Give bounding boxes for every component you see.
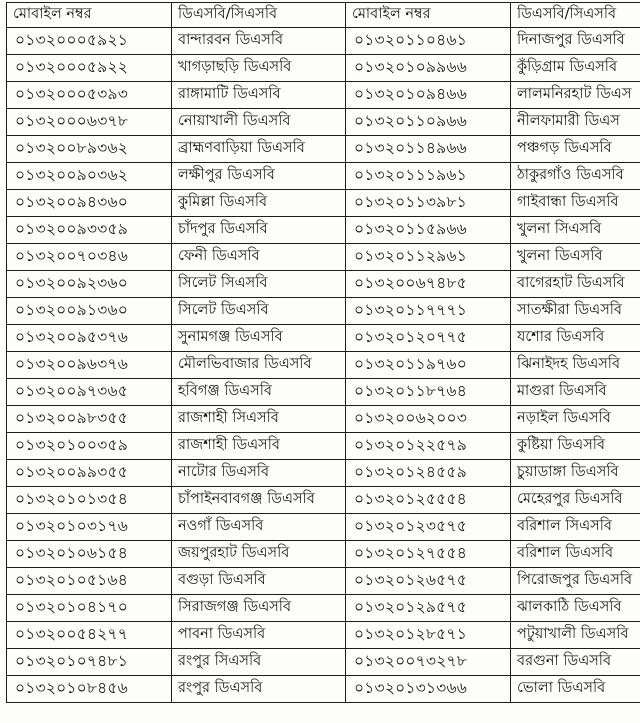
mobile-number-right-cell: ০১৩২০০৬২০০৩	[346, 406, 511, 433]
mobile-number-left-cell: ০১৩২০০৯৮৩৫৫	[7, 406, 172, 433]
mobile-number-left-cell: ০১৩২০১০০৩৫৯	[7, 433, 172, 460]
office-left-cell: সুনামগঞ্জ ডিএসবি	[172, 325, 346, 352]
mobile-number-right-cell: ০১৩২০১১৫৯৬৬	[346, 217, 511, 244]
table-row	[7, 676, 640, 703]
mobile-number-right-cell: ০১৩২০১১৩৯৮১	[346, 190, 511, 217]
office-left-cell: রাঙ্গামাটি ডিএসবি	[172, 82, 346, 109]
office-left-cell: লক্ষীপুর ডিএসবি	[172, 163, 346, 190]
office-left-cell: রাজশাহী ডিএসবি	[172, 433, 346, 460]
office-left-cell: চাঁদপুর ডিএসবি	[172, 217, 346, 244]
mobile-number-right-cell: ০১৩২০১১৭৭৭১	[346, 298, 511, 325]
table-row	[7, 595, 640, 622]
mobile-number-right-cell: ০১৩২০০৬৭৪৮৫	[346, 271, 511, 298]
office-left-cell: নওগাঁ ডিএসবি	[172, 514, 346, 541]
office-right-cell: ঠাকুরগাঁও ডিএসবি	[511, 163, 640, 190]
office-right-cell: নড়াইল ডিএসবি	[511, 406, 640, 433]
mobile-number-left-cell: ০১৩২০০৯৫৩৭৬	[7, 325, 172, 352]
mobile-number-left-cell: ০১৩২০০৫৪২৭৭	[7, 622, 172, 649]
office-right-cell: পঞ্চগড় ডিএসবি	[511, 136, 640, 163]
office-right-cell: বরগুনা ডিএসবি	[511, 649, 640, 676]
office-left-cell: জয়পুরহাট ডিএসবি	[172, 541, 346, 568]
office-left-cell: রাজশাহী সিএসবি	[172, 406, 346, 433]
table-row	[7, 28, 640, 55]
table-header	[7, 3, 640, 28]
contact-directory-table	[6, 2, 640, 703]
header-office-right: ডিএসবি/সিএসবি	[511, 3, 640, 28]
mobile-number-left-cell: ০১৩২০১০৫১৬৪	[7, 568, 172, 595]
office-right-cell: নীলফামারী ডিএস	[511, 109, 640, 136]
mobile-number-right-cell: ০১৩২০১১৪৯৬৬	[346, 136, 511, 163]
mobile-number-left-cell: ০১৩২০১০১৩৫৪	[7, 487, 172, 514]
table-row	[7, 82, 640, 109]
office-right-cell: পিরোজপুর ডিএসবি	[511, 568, 640, 595]
mobile-number-left-cell: ০১৩২০১০৭৪৮১	[7, 649, 172, 676]
table-row	[7, 460, 640, 487]
table-row	[7, 514, 640, 541]
office-left-cell: ফেনী ডিএসবি	[172, 244, 346, 271]
table-row	[7, 379, 640, 406]
header-office-left: ডিএসবি/সিএসবি	[172, 3, 346, 28]
mobile-number-left-cell: ০১৩২০১০৪১৭০	[7, 595, 172, 622]
office-right-cell: ঝালকাঠি ডিএসবি	[511, 595, 640, 622]
mobile-number-right-cell: ০১৩২০০৭৩২৭৮	[346, 649, 511, 676]
mobile-number-left-cell: ০১৩২০০০৬৩৭৮	[7, 109, 172, 136]
table-row	[7, 109, 640, 136]
office-right-cell: গাইবান্ধা ডিএসবি	[511, 190, 640, 217]
mobile-number-left-cell: ০১৩২০০৯৪৩৬০	[7, 190, 172, 217]
office-right-cell: মেহেরপুর ডিএসবি	[511, 487, 640, 514]
mobile-number-left-cell: ০১৩২০০৯০৩৬২	[7, 163, 172, 190]
header-mobile-number-left: মোবাইল নম্বর	[7, 3, 172, 28]
office-right-cell: ঝিনাইদহ ডিএসবি	[511, 352, 640, 379]
table-row	[7, 271, 640, 298]
mobile-number-right-cell: ০১৩২০১২৩৫৭৫	[346, 514, 511, 541]
office-right-cell: বরিশাল ডিএসবি	[511, 541, 640, 568]
office-right-cell: পটুয়াখালী ডিএসবি	[511, 622, 640, 649]
office-left-cell: ব্রাহ্মণবাড়িয়া ডিএসবি	[172, 136, 346, 163]
table-row	[7, 352, 640, 379]
mobile-number-right-cell: ০১৩২০১২৮৫৭১	[346, 622, 511, 649]
mobile-number-left-cell: ০১৩২০০৯৯৩৫৫	[7, 460, 172, 487]
mobile-number-right-cell: ০১৩২০১১০৪৬১	[346, 28, 511, 55]
mobile-number-right-cell: ০১৩২০১২০৭৭৫	[346, 325, 511, 352]
table-row	[7, 217, 640, 244]
office-left-cell: হবিগঞ্জ ডিএসবি	[172, 379, 346, 406]
mobile-number-left-cell: ০১৩২০০৯৬৩৭৬	[7, 352, 172, 379]
header-mobile-number-right: মোবাইল নম্বর	[346, 3, 511, 28]
mobile-number-right-cell: ০১৩২০১২৯৫৭৫	[346, 595, 511, 622]
office-left-cell: সিলেট ডিএসবি	[172, 298, 346, 325]
office-left-cell: খাগড়াছড়ি ডিএসবি	[172, 55, 346, 82]
mobile-number-left-cell: ০১৩২০০৯৭৩৬৫	[7, 379, 172, 406]
mobile-number-right-cell: ০১৩২০১১২৯৬১	[346, 244, 511, 271]
table-row	[7, 136, 640, 163]
office-right-cell: কুঁড়িগ্রাম ডিএসবি	[511, 55, 640, 82]
office-left-cell: রংপুর সিএসবি	[172, 649, 346, 676]
office-right-cell: খুলনা সিএসবি	[511, 217, 640, 244]
mobile-number-right-cell: ০১৩২০১২২৫৭৯	[346, 433, 511, 460]
office-left-cell: সিরাজগঞ্জ ডিএসবি	[172, 595, 346, 622]
office-right-cell: মাগুরা ডিএসবি	[511, 379, 640, 406]
office-left-cell: চাঁপাইনবাবগঞ্জ ডিএসবি	[172, 487, 346, 514]
mobile-number-left-cell: ০১৩২০০৮৯৩৬২	[7, 136, 172, 163]
mobile-number-right-cell: ০১৩২০১১৯৭৬০	[346, 352, 511, 379]
mobile-number-right-cell: ০১৩২০১২৬৫৭৫	[346, 568, 511, 595]
mobile-number-right-cell: ০১৩২০১২৫৫৫৪	[346, 487, 511, 514]
table-row	[7, 244, 640, 271]
mobile-number-left-cell: ০১৩২০১০৬১৫৪	[7, 541, 172, 568]
mobile-number-right-cell: ০১৩২০১০৯৯৬৬	[346, 55, 511, 82]
mobile-number-left-cell: ০১৩২০০৯৩৩৫৯	[7, 217, 172, 244]
table-row	[7, 433, 640, 460]
table-row	[7, 622, 640, 649]
office-right-cell: খুলনা ডিএসবি	[511, 244, 640, 271]
office-right-cell: দিনাজপুর ডিএসবি	[511, 28, 640, 55]
table-row	[7, 541, 640, 568]
mobile-number-right-cell: ০১৩২০১২৭৫৫৪	[346, 541, 511, 568]
office-left-cell: নোয়াখালী ডিএসবি	[172, 109, 346, 136]
office-right-cell: লালমনিরহাট ডিএস	[511, 82, 640, 109]
header-row	[7, 3, 640, 28]
mobile-number-left-cell: ০১৩২০০০৫৯২১	[7, 28, 172, 55]
office-left-cell: বগুড়া ডিএসবি	[172, 568, 346, 595]
mobile-number-right-cell: ০১৩২০১২৪৫৫৯	[346, 460, 511, 487]
mobile-number-left-cell: ০১৩২০০৭০৩৪৬	[7, 244, 172, 271]
office-left-cell: নাটোর ডিএসবি	[172, 460, 346, 487]
office-right-cell: সাতক্ষীরা ডিএসবি	[511, 298, 640, 325]
office-left-cell: পাবনা ডিএসবি	[172, 622, 346, 649]
office-left-cell: মৌলভিবাজার ডিএসবি	[172, 352, 346, 379]
table-row	[7, 190, 640, 217]
office-right-cell: যশোর ডিএসবি	[511, 325, 640, 352]
table-row	[7, 649, 640, 676]
office-left-cell: কুমিল্লা ডিএসবি	[172, 190, 346, 217]
office-left-cell: রংপুর ডিএসবি	[172, 676, 346, 703]
table-body	[7, 28, 640, 703]
mobile-number-right-cell: ০১৩২০১১০৯৬৬	[346, 109, 511, 136]
table-row	[7, 298, 640, 325]
office-left-cell: সিলেট সিএসবি	[172, 271, 346, 298]
mobile-number-right-cell: ০১৩২০১১১৯৬১	[346, 163, 511, 190]
mobile-number-right-cell: ০১৩২০১০৯৪৬৬	[346, 82, 511, 109]
office-right-cell: বরিশাল সিএসবি	[511, 514, 640, 541]
table-row	[7, 487, 640, 514]
table-row	[7, 55, 640, 82]
office-right-cell: ভোলা ডিএসবি	[511, 676, 640, 703]
office-left-cell: বান্দারবন ডিএসবি	[172, 28, 346, 55]
mobile-number-left-cell: ০১৩২০০০৫৯২২	[7, 55, 172, 82]
office-right-cell: কুষ্টিয়া ডিএসবি	[511, 433, 640, 460]
mobile-number-left-cell: ০১৩২০০৯২৩৬০	[7, 271, 172, 298]
table-row	[7, 568, 640, 595]
mobile-number-left-cell: ০১৩২০০৯১৩৬০	[7, 298, 172, 325]
table-row	[7, 406, 640, 433]
mobile-number-left-cell: ০১৩২০০০৫৩৯৩	[7, 82, 172, 109]
table-row	[7, 163, 640, 190]
table-row	[7, 325, 640, 352]
mobile-number-right-cell: ০১৩২০১৩১৩৬৬	[346, 676, 511, 703]
mobile-number-left-cell: ০১৩২০১০৩১৭৬	[7, 514, 172, 541]
office-right-cell: বাগেরহাট ডিএসবি	[511, 271, 640, 298]
mobile-number-right-cell: ০১৩২০১১৮৭৬৪	[346, 379, 511, 406]
office-right-cell: চুয়াডাঙ্গা ডিএসবি	[511, 460, 640, 487]
mobile-number-left-cell: ০১৩২০১০৮৪৫৬	[7, 676, 172, 703]
